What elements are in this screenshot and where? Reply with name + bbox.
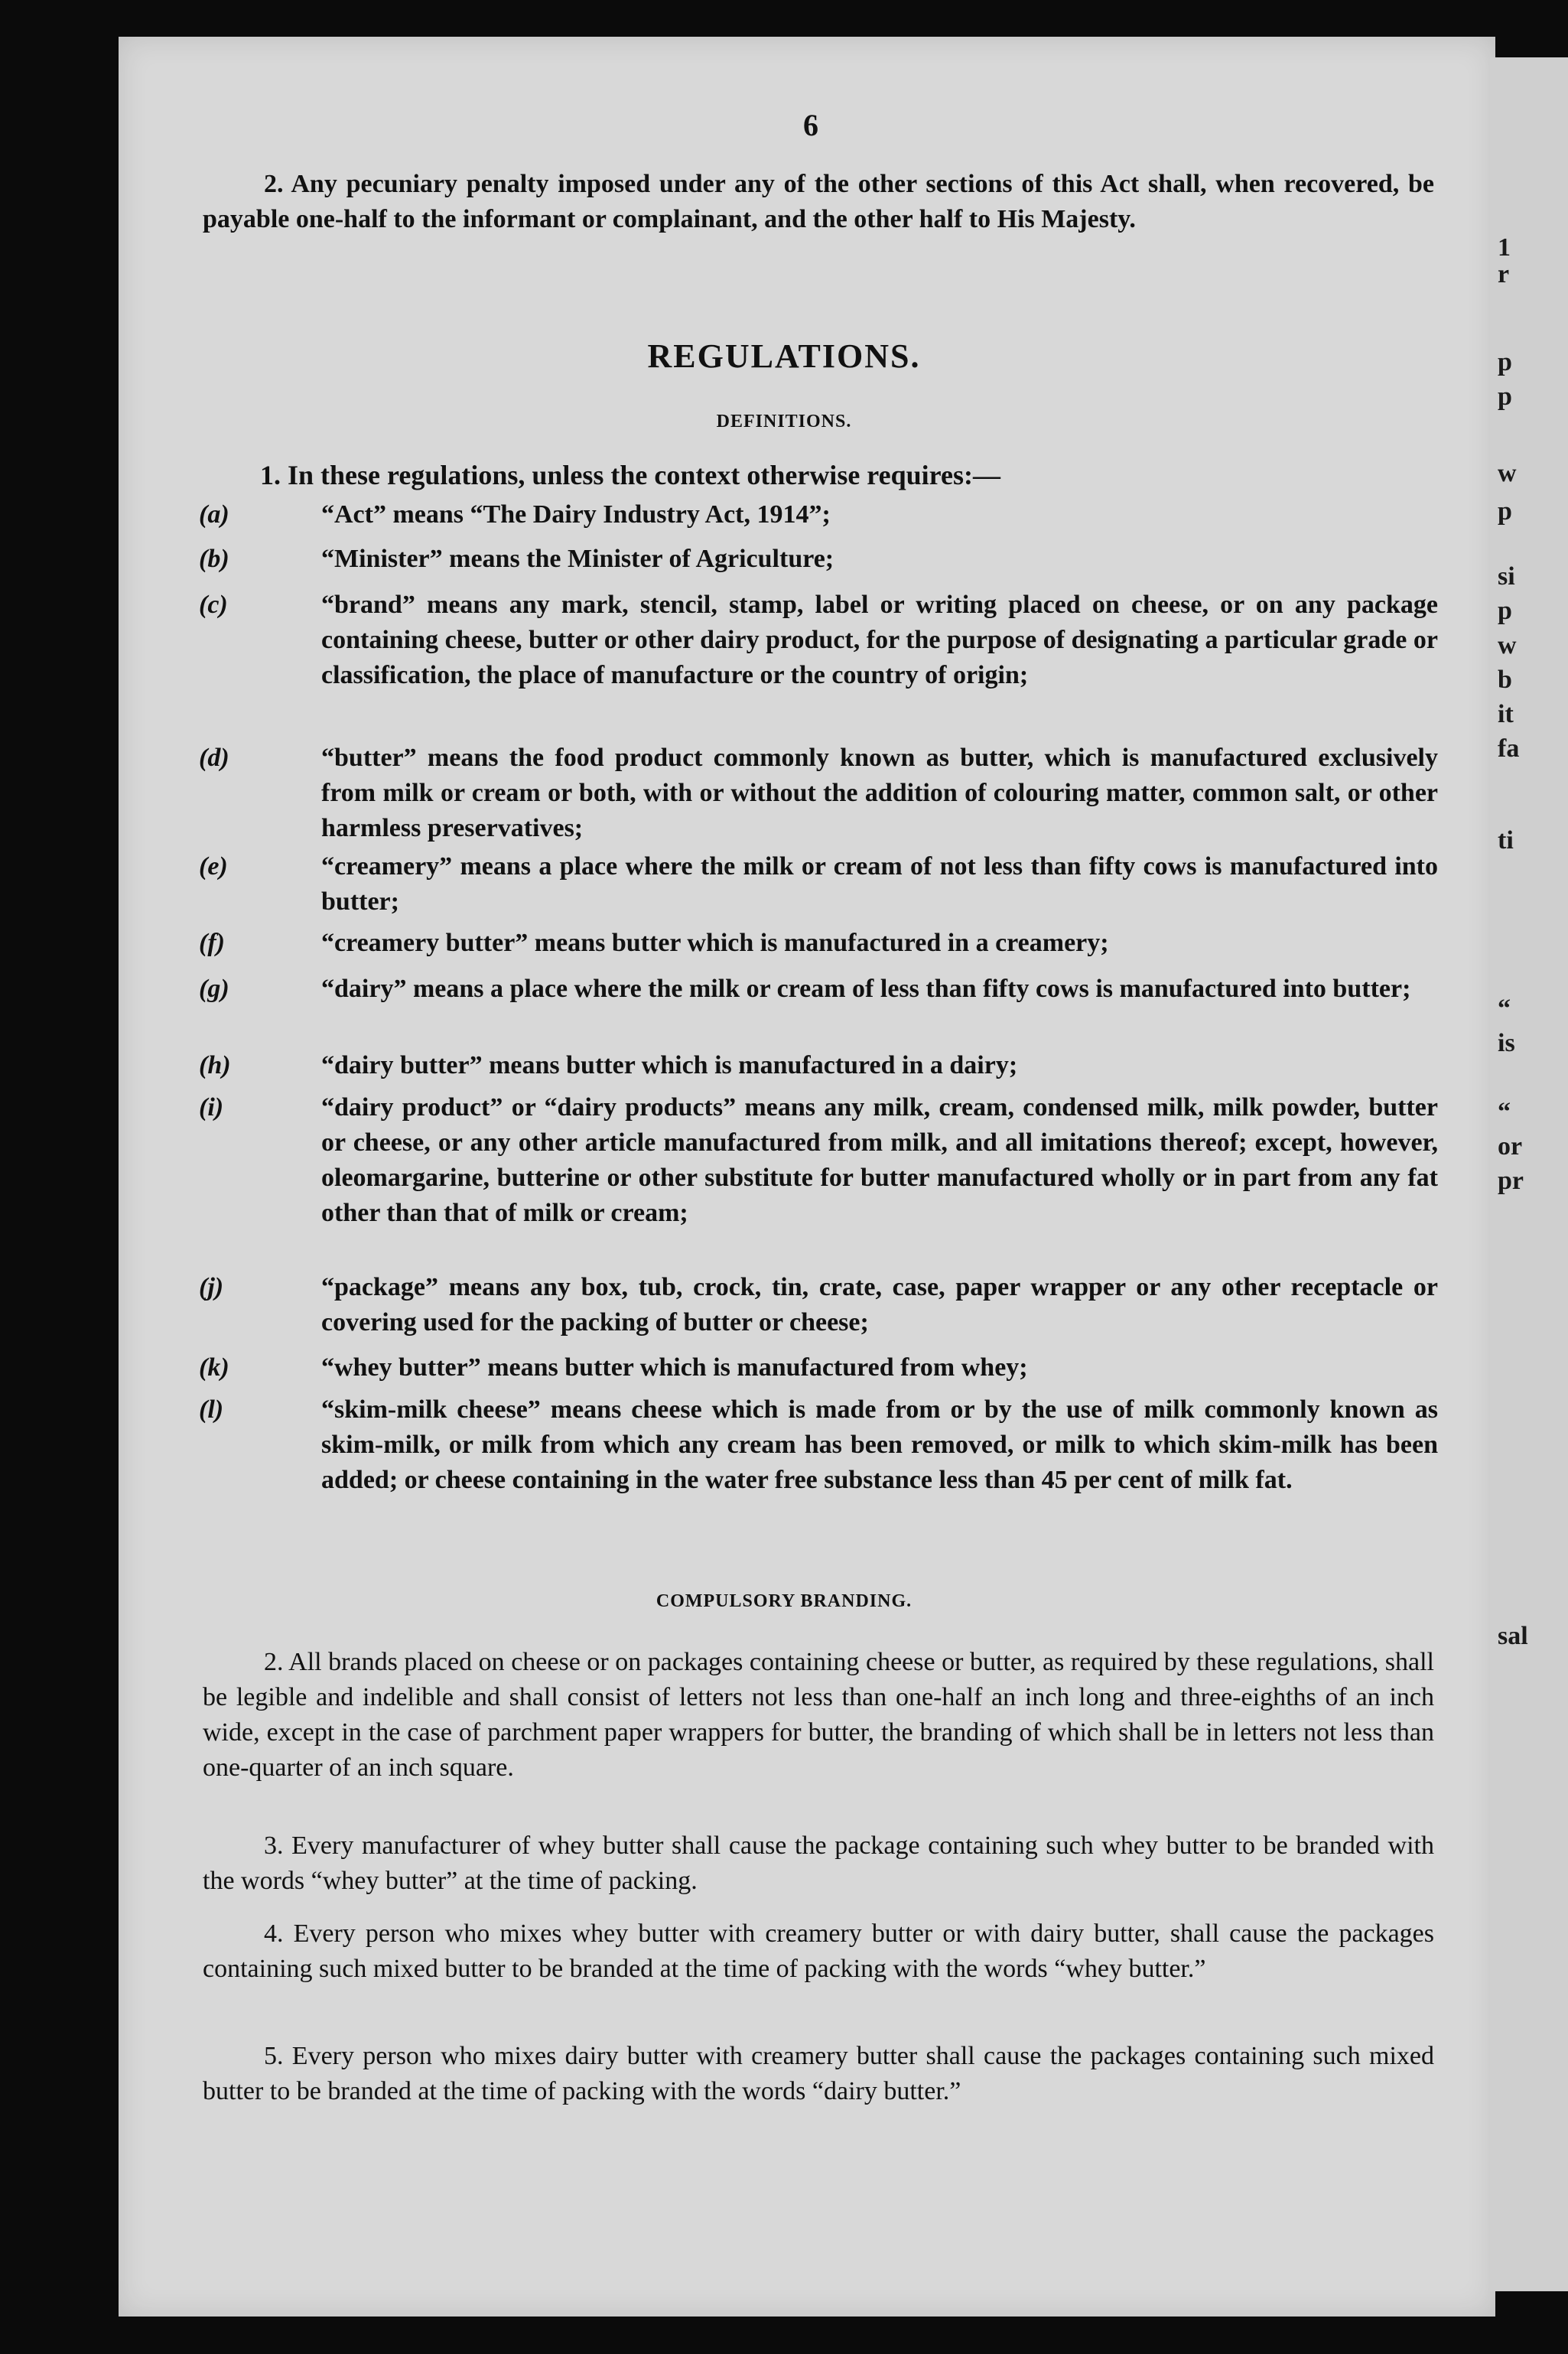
definition-mark: (f) [199,929,225,957]
definition-mark: (h) [199,1051,231,1079]
facing-fragment: p [1498,597,1512,625]
regulations-heading: REGULATIONS. [647,337,921,375]
definition-item-b [199,542,1438,577]
definition-item-k [199,1350,1438,1385]
facing-fragment: p [1498,497,1512,526]
facing-fragment: p [1498,383,1512,411]
definition-mark: (a) [199,500,229,529]
definition-text: “brand” means any mark, stencil, stamp, label or writing placed on cheese, or on any package containing cheese, butter or other dairy product, for the purpose of designating a particular grade or classification, the place of manufacture or the country of origin; [321,591,1438,689]
branding-heading: COMPULSORY BRANDING. [656,1591,912,1611]
branding-paragraph-3: 3. Every manufacturer of whey butter shall cause the package containing such whey butter to be branded with the words “whey butter” at the time of packing. [203,1831,1434,1895]
definition-mark: (d) [199,744,229,772]
definition-item-l [199,1392,1438,1498]
definition-item-d [199,741,1438,846]
facing-fragment: is [1498,1029,1515,1057]
definition-text: “Act” means “The Dairy Industry Act, 1914”; [321,500,831,529]
facing-fragment: w [1498,631,1517,659]
definition-mark: (k) [199,1353,229,1382]
definition-item-e [199,849,1438,920]
facing-fragment: w [1498,459,1517,487]
definition-text: “skim-milk cheese” means cheese which is made from or by the use of milk commonly known as skim-milk, or milk from which any cream has been removed, or milk to which skim-milk has been added; or cheese containing in the water free substance less than 45 per cent of milk fat. [321,1395,1438,1494]
definition-text: “dairy product” or “dairy products” means any milk, cream, condensed milk, milk powder, butter or cheese, or any other article manufactured from milk, and all imitations thereof; except, however, oleomargarine, butterine or other substitute for butter manufactured wholly or in part from any fat other than that of milk or cream; [321,1093,1438,1227]
facing-fragment: b [1498,666,1512,694]
penalty-paragraph: 2. Any pecuniary penalty imposed under any of the other sections of this Act shall, when recovered, be payable one-half to the informant or complainant, and the other half to His Majesty. [203,170,1434,233]
facing-fragment: fa [1498,734,1520,763]
definition-mark: (i) [199,1093,224,1122]
facing-fragment: p [1498,348,1512,376]
definition-item-a [199,497,1438,532]
definition-text: “Minister” means the Minister of Agriculture; [321,545,834,573]
definition-item-j [199,1270,1438,1340]
definition-item-f [199,926,1438,961]
facing-page-strip [1490,57,1568,2291]
facing-fragment: 1 [1498,233,1511,262]
branding-paragraph-2: 2. All brands placed on cheese or on packages containing cheese or butter, as required by these regulations, shall be legible and indelible and shall consist of letters not less than one-half an inch long and three-eighths of an inch wide, except in the case of parchment paper wrappers for butter, the branding of which shall be in letters not less than one-quarter of an inch square. [203,1648,1434,1782]
facing-fragment: it [1498,700,1514,728]
definition-mark: (j) [199,1273,224,1301]
facing-fragment: ti [1498,826,1514,855]
facing-fragment: “ [1498,1098,1511,1126]
definition-item-h [199,1048,1438,1083]
definition-mark: (e) [199,852,228,881]
facing-fragment: r [1498,260,1510,288]
definition-text: “dairy butter” means butter which is manufactured in a dairy; [321,1051,1018,1079]
definitions-intro: 1. In these regulations, unless the context otherwise requires:— [260,460,1000,490]
definition-text: “whey butter” means butter which is manufactured from whey; [321,1353,1028,1382]
definition-item-c [199,588,1438,693]
branding-paragraph-4: 4. Every person who mixes whey butter with creamery butter or with dairy butter, shall cause the packages containing such mixed butter to be branded at the time of packing with the words “whey butter.” [203,1919,1434,1983]
definitions-heading: DEFINITIONS. [716,412,852,431]
facing-fragment: pr [1498,1167,1524,1195]
definition-text: “butter” means the food product commonly known as butter, which is manufactured exclusively from milk or cream or both, with or without the addition of colouring matter, common salt, or other harmless preservatives; [321,744,1438,842]
facing-fragment: si [1498,562,1515,591]
facing-fragment: “ [1498,995,1511,1023]
definition-item-i [199,1090,1438,1231]
facing-fragment: or [1498,1132,1523,1161]
definition-mark: (g) [199,975,229,1003]
facing-fragment: sal [1498,1622,1528,1650]
definition-text: “package” means any box, tub, crock, tin, crate, case, paper wrapper or any other receptacle or covering used for the packing of butter or cheese; [321,1273,1438,1337]
definition-text: “creamery butter” means butter which is manufactured in a creamery; [321,929,1109,957]
definition-item-g [199,972,1438,1007]
definition-mark: (c) [199,591,228,619]
definition-text: “creamery” means a place where the milk or cream of not less than fifty cows is manufactured into butter; [321,852,1438,916]
definition-mark: (b) [199,545,229,573]
branding-paragraph-5: 5. Every person who mixes dairy butter with creamery butter shall cause the packages containing such mixed butter to be branded at the time of packing with the words “dairy butter.” [203,2042,1434,2105]
page-number: 6 [803,108,818,142]
definition-mark: (l) [199,1395,224,1424]
definition-text: “dairy” means a place where the milk or cream of less than fifty cows is manufactured into butter; [321,975,1411,1003]
